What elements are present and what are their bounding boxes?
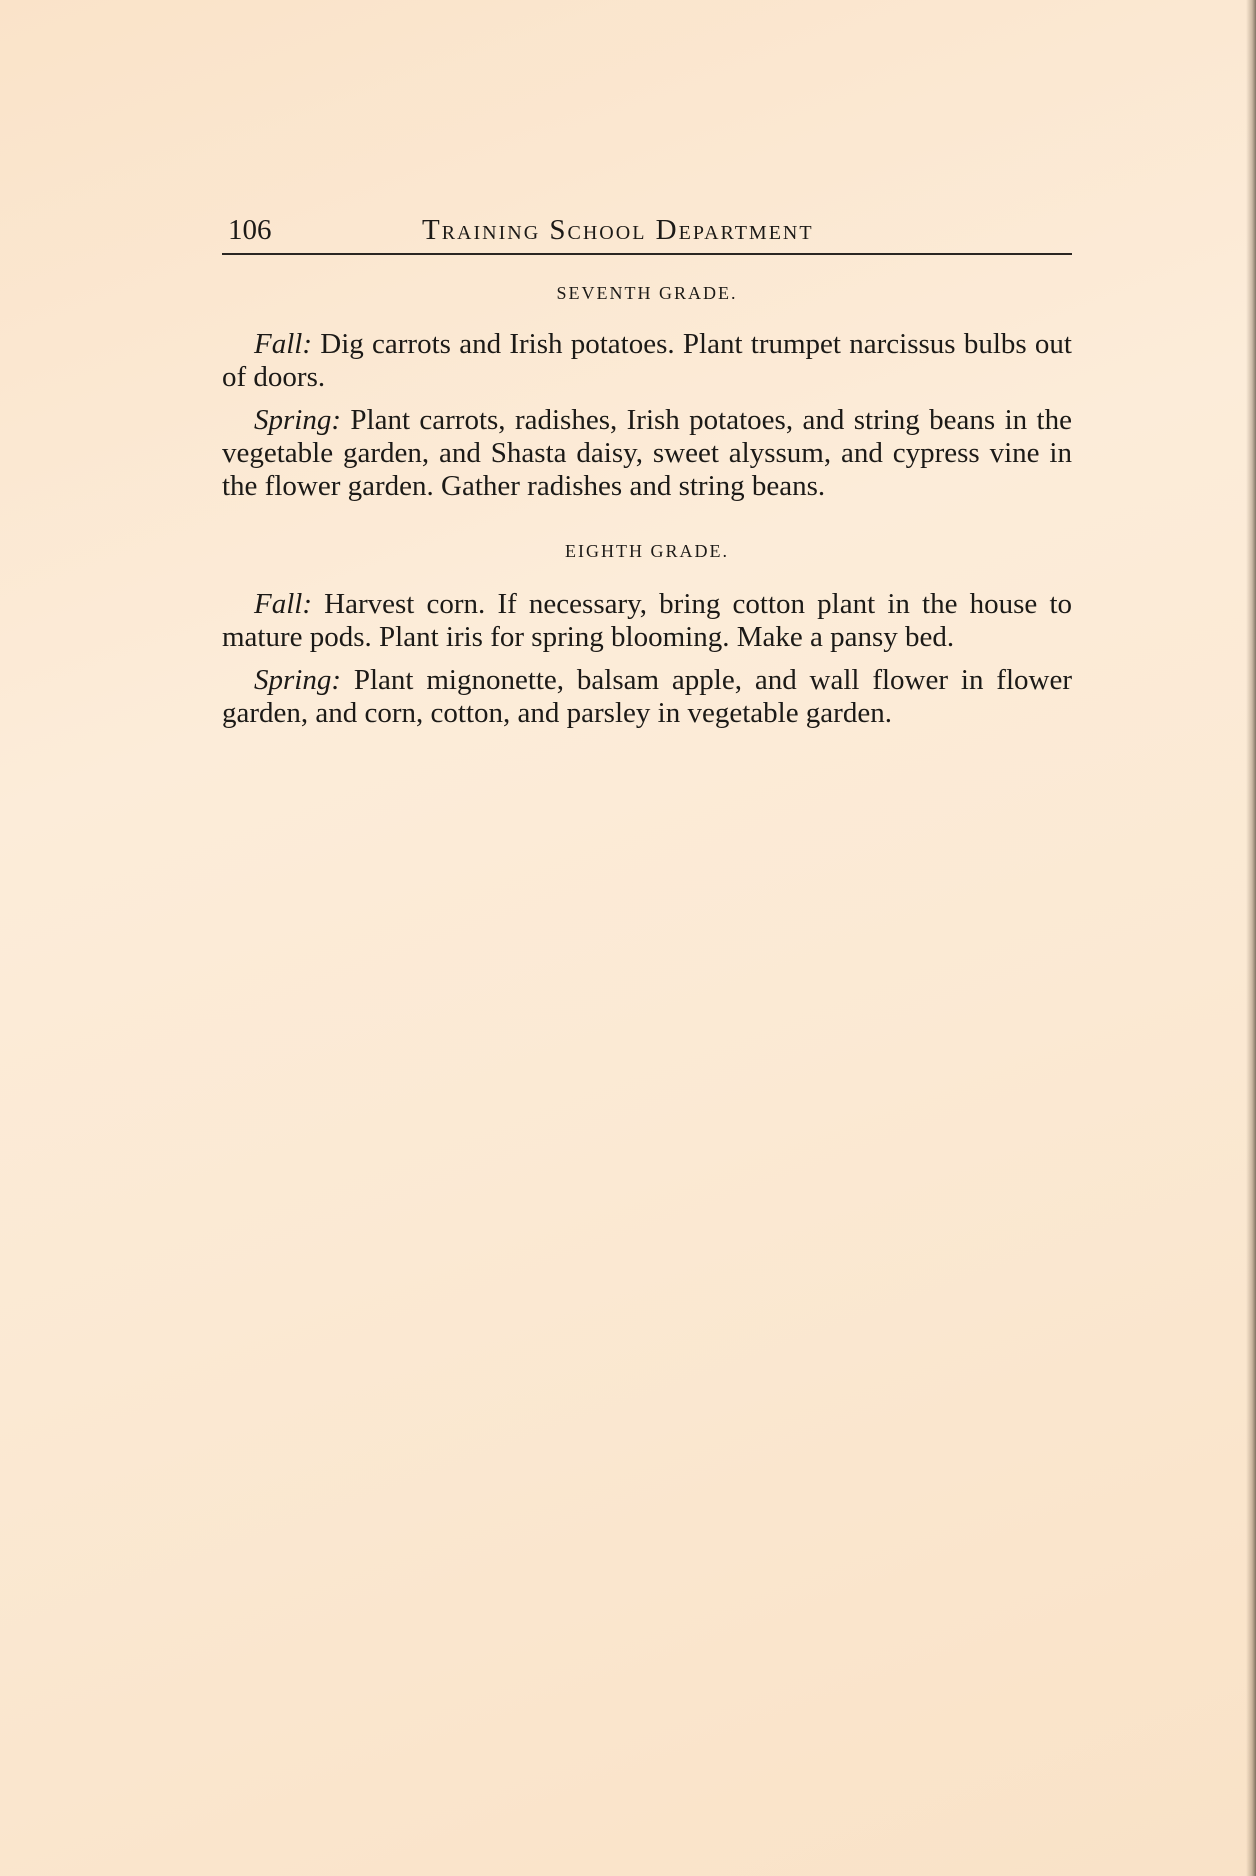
paragraph-text: Harvest corn. If necessary, bring cotton plant in the house to mature pods. Plant iris for spring blooming. Make a pansy bed. bbox=[222, 588, 1072, 653]
paragraph-seventh-spring bbox=[222, 404, 1072, 503]
paragraph-eighth-spring bbox=[222, 664, 1072, 730]
paragraph-seventh-fall bbox=[222, 328, 1072, 394]
season-label: Spring: bbox=[254, 664, 341, 696]
section-heading: EIGHTH GRADE. bbox=[565, 541, 729, 561]
section-heading: SEVENTH GRADE. bbox=[556, 283, 738, 303]
paragraph-text: Plant mignonette, balsam apple, and wall flower in flower garden, and corn, cotton, and parsley in vegetable garden. bbox=[222, 664, 1072, 729]
section-seventh-grade bbox=[222, 283, 1072, 503]
season-label: Fall: bbox=[254, 328, 312, 360]
season-label: Spring: bbox=[254, 404, 341, 436]
season-label: Fall: bbox=[254, 588, 312, 620]
page-edge-shadow bbox=[1246, 0, 1256, 1876]
paragraph-text: Plant carrots, radishes, Irish potatoes, and string beans in the vegetable garden, and Shasta daisy, sweet alyssum, and cypress vine in the flower garden. Gather radishes and string beans. bbox=[222, 404, 1072, 502]
section-eighth-grade bbox=[222, 541, 1072, 730]
page-number: 106 bbox=[228, 214, 272, 246]
paragraph-text: Dig carrots and Irish potatoes. Plant trumpet narcissus bulbs out of doors. bbox=[222, 328, 1072, 393]
text-column bbox=[222, 213, 1072, 740]
running-head bbox=[222, 213, 1072, 255]
paragraph-eighth-fall bbox=[222, 588, 1072, 654]
running-head-title: Training School Department bbox=[422, 214, 814, 246]
